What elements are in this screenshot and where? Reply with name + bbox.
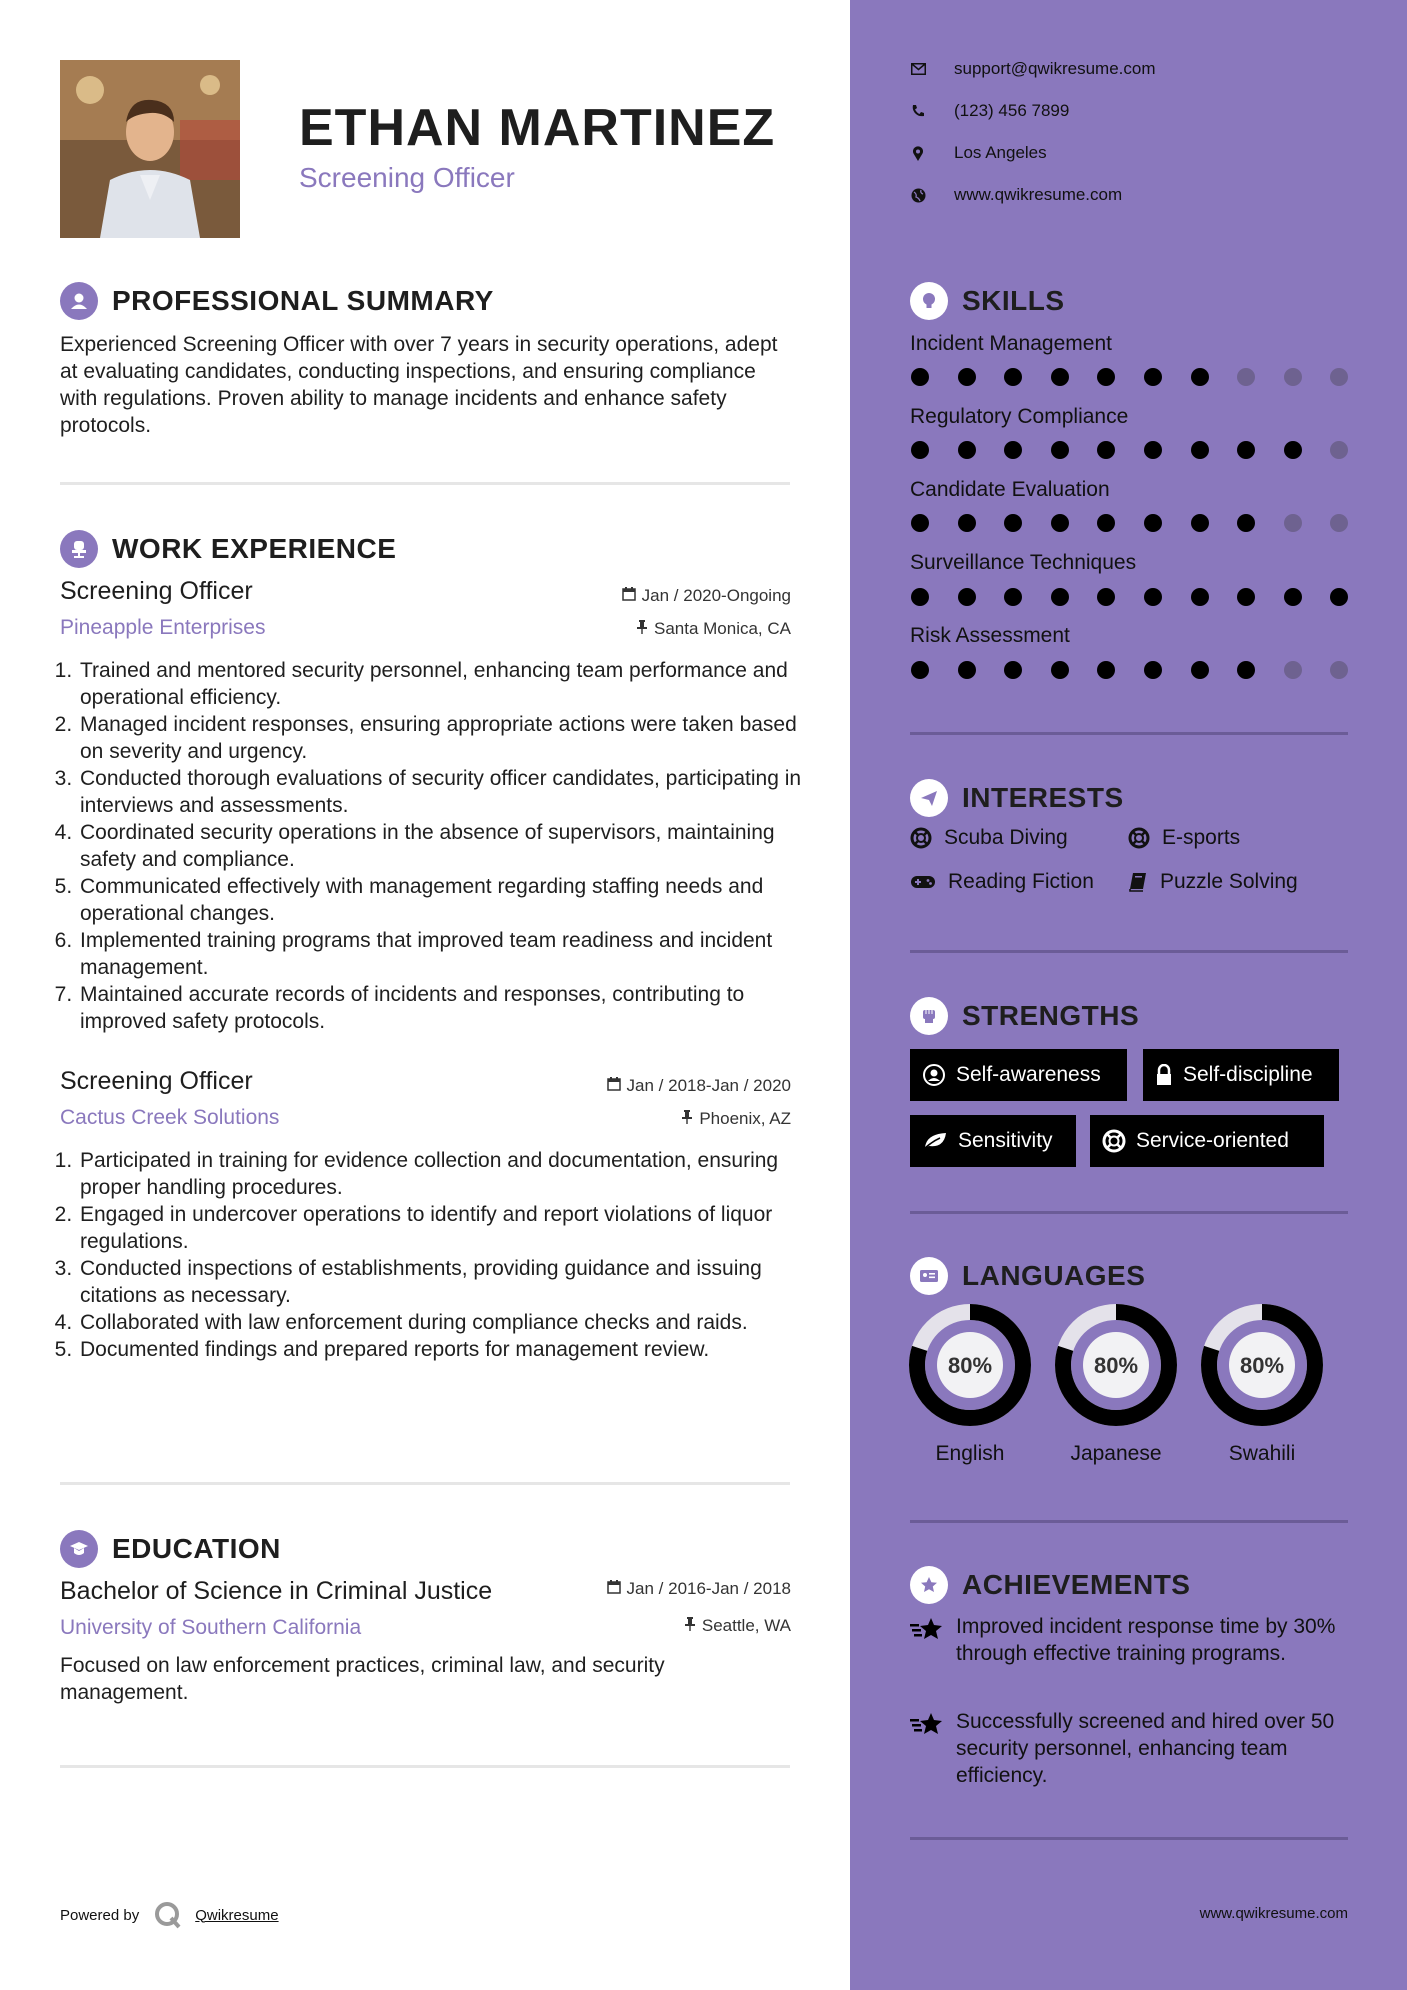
rating-dot-empty [1284,514,1302,532]
leaf-icon [922,1131,948,1151]
rating-dot-empty [1330,441,1348,459]
experience-title: WORK EXPERIENCE [112,533,397,564]
interest-label: Puzzle Solving [1160,870,1298,893]
degree-title: Bachelor of Science in Criminal Justice [60,1577,493,1605]
education-heading [60,1530,281,1568]
rating-dot-filled [1097,368,1115,386]
language-ring [1054,1303,1178,1427]
rating-dot-filled [911,588,929,606]
interest-label: E-sports [1162,826,1241,849]
rating-dot-empty [1330,368,1348,386]
skill-rating [911,661,1377,679]
lifebuoy-icon [1102,1129,1126,1153]
rating-dot-filled [1097,514,1115,532]
rating-dot-filled [1144,441,1162,459]
duty-item: 4. Collaborated with law enforcement during compliance checks and raids. [78,1309,813,1336]
skills-title: SKILLS [962,285,1065,316]
rating-dot-empty [1330,661,1348,679]
interest-label: Scuba Diving [944,826,1068,849]
strength-label: Service-oriented [1136,1129,1289,1152]
star-badge-icon [910,1566,948,1604]
rating-dot-filled [1097,661,1115,679]
rating-dot-filled [1051,514,1069,532]
rating-dot-filled [1004,588,1022,606]
paper-plane-icon [910,779,948,817]
strength-label: Sensitivity [958,1129,1053,1152]
job-duties [60,657,813,1035]
interest-item [1128,870,1298,894]
duty-item: 6. Implemented training programs that improved team readiness and incident management. [78,927,813,981]
rating-dot-filled [1144,588,1162,606]
language-item [1054,1303,1178,1466]
rating-dot-filled [958,588,976,606]
rating-dot-filled [958,514,976,532]
rating-dot-empty [1330,514,1348,532]
rating-dot-filled [1051,441,1069,459]
sidebar-divider [910,732,1348,735]
language-item [1200,1303,1324,1466]
strength-tag [1090,1115,1324,1167]
user-circle-icon [922,1063,946,1087]
skill-name: Incident Management [910,332,1112,355]
rating-dot-filled [1191,661,1209,679]
rating-dot-filled [1191,441,1209,459]
lightbulb-icon [910,282,948,320]
lifebuoy-icon [910,827,932,849]
job-location [681,1109,791,1129]
job-duties [60,1147,813,1363]
rating-dot-filled [1004,514,1022,532]
rating-dot-filled [1330,588,1348,606]
job-location-text: Phoenix, AZ [699,1109,791,1128]
rating-dot-filled [1284,588,1302,606]
rating-dot-filled [1004,441,1022,459]
interest-item [1128,826,1240,850]
rating-dot-filled [911,661,929,679]
achievements-title: ACHIEVEMENTS [962,1569,1191,1600]
language-ring [1200,1303,1324,1427]
rating-dot-filled [1004,368,1022,386]
skill-name: Risk Assessment [910,624,1070,647]
summary-heading [60,282,494,320]
divider [60,482,790,485]
user-icon [60,282,98,320]
job-company: Cactus Creek Solutions [60,1106,280,1129]
language-name: Japanese [1070,1442,1162,1465]
sidebar-divider [910,950,1348,953]
profile-photo [60,60,240,238]
job-dates-text: Jan / 2018-Jan / 2020 [626,1076,791,1095]
language-name: English [935,1442,1005,1465]
language-level: 80% [947,1353,993,1378]
skill-rating [911,514,1377,532]
sidebar-divider [910,1520,1348,1523]
book-icon [1128,872,1148,892]
rating-dot-filled [958,368,976,386]
skill-rating [911,368,1377,386]
rating-dot-filled [1144,368,1162,386]
skill-rating [911,441,1377,459]
contact-website-text: www.qwikresume.com [954,185,1123,204]
duty-item: 3. Conducted thorough evaluations of security officer candidates, participating in interviews and assessments. [78,765,813,819]
skill-rating [911,588,1377,606]
rating-dot-filled [911,368,929,386]
education-dates [607,1579,791,1599]
languages-title: LANGUAGES [962,1260,1146,1291]
duty-item: 5. Communicated effectively with management regarding staffing needs and operational changes. [78,873,813,927]
duty-item: 1. Participated in training for evidence collection and documentation, ensuring proper handling procedures. [78,1147,813,1201]
chair-icon [60,530,98,568]
lifebuoy-icon [1128,827,1150,849]
strength-label: Self-awareness [956,1063,1101,1086]
education-description: Focused on law enforcement practices, criminal law, and security management. [60,1654,665,1704]
language-name: Swahili [1228,1442,1296,1465]
sidebar-divider [910,1211,1348,1214]
qwikresume-link[interactable]: Qwikresume [195,1906,279,1924]
summary-title: PROFESSIONAL SUMMARY [112,285,494,316]
candidate-title: Screening Officer [299,162,515,193]
education-dates-text: Jan / 2016-Jan / 2018 [626,1579,791,1598]
interest-label: Reading Fiction [948,870,1094,893]
qwikresume-logo-icon [153,1900,183,1930]
divider [60,1482,790,1485]
shooting-star-icon [910,1708,944,1789]
pin-icon [684,1616,696,1636]
calendar-icon [607,1076,621,1096]
duty-item: 5. Documented findings and prepared reports for management review. [78,1336,813,1363]
rating-dot-empty [1237,368,1255,386]
footer-powered-by [60,1900,279,1930]
interests-title: INTERESTS [962,782,1124,813]
job-dates [622,586,791,606]
strength-label: Self-discipline [1183,1063,1313,1086]
rating-dot-filled [1237,441,1255,459]
strength-tag [910,1115,1076,1167]
rating-dot-filled [911,441,929,459]
interest-item [910,826,1068,850]
strengths-title: STRENGTHS [962,1000,1140,1031]
language-ring [908,1303,1032,1427]
rating-dot-empty [1284,661,1302,679]
education-location [684,1616,791,1636]
rating-dot-filled [1097,441,1115,459]
graduation-icon [60,1530,98,1568]
rating-dot-filled [1237,588,1255,606]
skill-name: Regulatory Compliance [910,405,1129,428]
rating-dot-filled [1191,368,1209,386]
candidate-name: ETHAN MARTINEZ [299,99,776,157]
contact-email[interactable] [910,59,1156,79]
rating-dot-filled [1237,514,1255,532]
language-level: 80% [1093,1353,1139,1378]
contact-phone-text: (123) 456 7899 [954,101,1070,120]
footer-website[interactable]: www.qwikresume.com [1199,1905,1348,1922]
achievement-item [910,1708,1350,1789]
duty-item: 7. Maintained accurate records of incidents and responses, contributing to improved safety protocols. [78,981,813,1035]
strength-tag [910,1049,1127,1101]
strength-tag [1143,1049,1339,1101]
contact-location [910,143,1047,163]
contact-location-text: Los Angeles [954,143,1047,162]
rating-dot-filled [1144,661,1162,679]
languages-heading [910,1257,1145,1295]
pin-icon [681,1109,693,1129]
rating-dot-filled [958,661,976,679]
job-location [636,619,791,639]
language-level: 80% [1239,1353,1285,1378]
school-name: University of Southern California [60,1616,362,1639]
fist-icon [910,997,948,1035]
rating-dot-filled [1237,661,1255,679]
shooting-star-icon [910,1613,944,1667]
job-dates [607,1076,791,1096]
interest-item [910,870,1094,894]
rating-dot-filled [1051,661,1069,679]
contact-email-text: support@qwikresume.com [954,59,1156,78]
duty-item: 4. Coordinated security operations in the absence of supervisors, maintaining safety and compliance. [78,819,813,873]
lock-icon [1155,1064,1173,1086]
interests-heading [910,779,1124,817]
pin-icon [636,619,648,639]
calendar-icon [622,586,636,606]
duty-item: 1. Trained and mentored security personnel, enhancing team performance and operational efficiency. [78,657,813,711]
achievements-heading [910,1566,1190,1604]
globe-icon [910,187,926,203]
envelope-icon [910,61,926,77]
skills-heading [910,282,1065,320]
rating-dot-filled [1191,514,1209,532]
calendar-icon [607,1579,621,1599]
divider [60,1765,790,1768]
job-dates-text: Jan / 2020-Ongoing [641,586,791,605]
experience-heading [60,530,396,568]
powered-by-label: Powered by [60,1906,140,1924]
language-item [908,1303,1032,1466]
duty-item: 2. Managed incident responses, ensuring appropriate actions were taken based on severity and urgency. [78,711,813,765]
gamepad-icon [910,874,936,890]
rating-dot-filled [1144,514,1162,532]
job-company: Pineapple Enterprises [60,616,266,639]
duty-item: 3. Conducted inspections of establishments, providing guidance and issuing citations as necessary. [78,1255,813,1309]
achievement-item [910,1613,1350,1667]
phone-icon [910,103,926,119]
skill-name: Candidate Evaluation [910,478,1110,501]
job-title: Screening Officer [60,1067,253,1095]
rating-dot-filled [1284,441,1302,459]
job-location-text: Santa Monica, CA [653,619,791,638]
strengths-heading [910,997,1139,1035]
rating-dot-filled [1097,588,1115,606]
rating-dot-filled [1191,588,1209,606]
summary-text: Experienced Screening Officer with over 7 years in security operations, adept at evaluating candidates, conducting inspections, and ensuring compliance with regulations. Proven ability to manage incidents and enhance safety protocols. [60,333,778,437]
duty-item: 2. Engaged in undercover operations to identify and report violations of liquor regulations. [78,1201,813,1255]
achievement-text: Successfully screened and hired over 50 security personnel, enhancing team efficiency. [956,1710,1335,1787]
skill-name: Surveillance Techniques [910,551,1137,574]
job-title: Screening Officer [60,577,253,605]
sidebar-divider [910,1837,1348,1840]
education-title: EDUCATION [112,1533,281,1564]
rating-dot-filled [1051,588,1069,606]
rating-dot-filled [1004,661,1022,679]
id-card-icon [910,1257,948,1295]
contact-website[interactable] [910,185,1122,205]
rating-dot-filled [1051,368,1069,386]
rating-dot-empty [1284,368,1302,386]
rating-dot-filled [911,514,929,532]
contact-phone[interactable] [910,101,1069,121]
rating-dot-filled [958,441,976,459]
achievement-text: Improved incident response time by 30% through effective training programs. [956,1615,1336,1665]
map-pin-icon [910,145,926,161]
education-location-text: Seattle, WA [701,1616,791,1635]
